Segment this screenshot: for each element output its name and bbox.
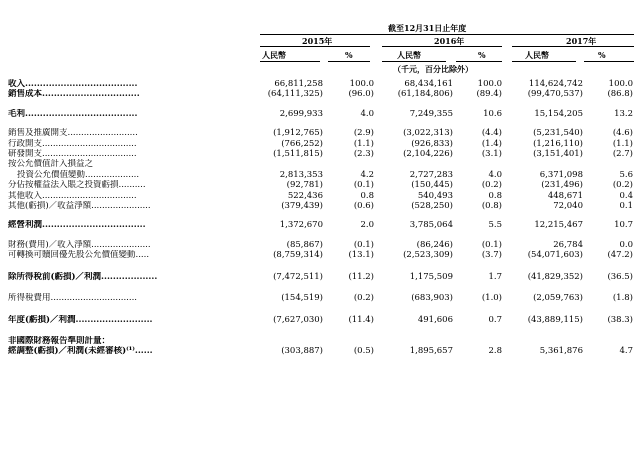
dot-leader: ...................................: [42, 190, 137, 201]
col-rule-pct-2015: [328, 61, 370, 62]
value-2017: 448,671: [547, 190, 583, 201]
dot-leader: ......................: [91, 239, 151, 250]
pct-2017: 4.7: [619, 346, 633, 357]
pct-2017: (47.2): [607, 250, 633, 261]
pct-2016: (1.4): [481, 138, 502, 149]
pct-2015: 4.0: [360, 108, 374, 119]
value-2015: (1,511,815): [273, 149, 323, 160]
col-rule-rmb-2017: [512, 61, 576, 62]
col-rule-rmb-2015: [260, 61, 320, 62]
value-2016: (2,523,309): [403, 250, 453, 261]
value-2017: 15,154,205: [534, 108, 583, 119]
pct-2015: (2.9): [353, 128, 374, 139]
value-2016: (926,833): [411, 138, 453, 149]
value-2015: (92,781): [286, 180, 323, 191]
value-2016: 2,727,283: [409, 169, 453, 180]
dot-leader: ......................: [91, 201, 151, 212]
row-spacer: [8, 211, 633, 220]
dot-leader: ..........: [118, 180, 146, 191]
row-spacer: [8, 100, 633, 109]
row-label: [8, 315, 246, 325]
row-label-text: 分佔按權益法入賬之投資虧損: [8, 180, 119, 191]
row-label: [8, 191, 246, 201]
dot-leader: ..........................: [75, 314, 153, 325]
value-2017: (2,059,763): [533, 293, 583, 304]
dot-leader: ..........................: [67, 128, 138, 139]
table-row: [8, 191, 633, 201]
value-2015: (7,472,511): [273, 271, 323, 282]
pct-2017: [583, 336, 633, 346]
dot-leader: .................................: [42, 89, 140, 100]
value-2016: 68,434,161: [404, 79, 453, 89]
pct-2015: (0.1): [353, 180, 374, 191]
row-label: [8, 293, 246, 303]
value-2015: (154,519): [281, 293, 323, 304]
value-2015: (8,759,314): [273, 250, 323, 261]
row-label: [8, 128, 246, 138]
row-label: [8, 220, 246, 230]
row-label-text: 收入: [8, 79, 26, 89]
pct-2016: (0.2): [481, 180, 502, 191]
pct-2017: (2.7): [612, 149, 633, 160]
table-row: [8, 170, 633, 180]
row-label: [8, 346, 246, 356]
row-label-text: 銷售及推廣開支: [8, 128, 68, 139]
value-2016: (150,445): [411, 180, 453, 191]
value-2017: (43,889,115): [527, 314, 583, 325]
pct-2016: (0.8): [481, 201, 502, 212]
pct-2016: (3.1): [481, 149, 502, 160]
row-label: [8, 180, 246, 190]
pct-2015: [323, 159, 374, 169]
pct-2017: (4.6): [612, 128, 633, 139]
table-row: [8, 315, 633, 325]
pct-2017: (86.8): [607, 89, 633, 100]
value-2015: 522,436: [287, 190, 323, 201]
pct-2016: (0.1): [481, 239, 502, 250]
pct-2015: 0.8: [360, 190, 374, 201]
pct-2017: 0.4: [619, 190, 633, 201]
dot-leader: ...................................: [42, 149, 137, 160]
table-row: [8, 293, 633, 303]
pct-2016: 0.8: [488, 190, 502, 201]
pct-2017: (1.8): [612, 293, 633, 304]
value-2017: (3,151,401): [533, 149, 583, 160]
pct-2016: 2.8: [488, 346, 502, 357]
row-label-text: 可轉換可贖回優先股公允價值變動: [8, 250, 136, 261]
row-label-text: 毛利: [8, 108, 26, 119]
value-2015: (85,867): [286, 239, 323, 250]
pct-2016: (1.0): [481, 293, 502, 304]
pct-2016: [453, 159, 502, 169]
row-label-text: 行政開支: [8, 138, 43, 149]
dot-leader: ................................: [50, 293, 137, 304]
pct-2016: 4.0: [488, 169, 502, 180]
col-pct-2015: %: [345, 50, 353, 60]
row-spacer: [8, 325, 633, 336]
pct-2016: 5.5: [488, 220, 502, 231]
year-rule-2015: [260, 46, 370, 47]
row-label-text: 其他收入: [8, 190, 43, 201]
pct-2017: 13.2: [614, 108, 633, 119]
value-2015: 2,699,933: [279, 108, 323, 119]
pct-2015: (11.2): [348, 271, 374, 282]
year-rule-2017: [512, 46, 634, 47]
value-2016: (528,250): [411, 201, 453, 212]
pct-2015: (96.0): [348, 89, 374, 100]
row-label-text: 所得稅費用: [8, 293, 51, 304]
value-2015: (766,252): [281, 138, 323, 149]
table-row: [8, 220, 633, 230]
value-2016: (2,104,226): [403, 149, 453, 160]
row-label-text: 經營利潤: [8, 220, 43, 231]
col-rmb-2015: 人民幣: [262, 50, 286, 60]
year-2015: 2015年: [302, 36, 333, 46]
year-rule-2016: [382, 46, 502, 47]
pct-2015: (11.4): [348, 314, 374, 325]
value-2015: [246, 159, 323, 169]
pct-2015: (13.1): [348, 250, 374, 261]
table-row: [8, 159, 633, 169]
table-row: [8, 128, 633, 138]
pct-2015: 2.0: [360, 220, 374, 231]
value-2015: [246, 336, 323, 346]
income-statement-table: [8, 79, 633, 357]
pct-2015: (2.3): [353, 149, 374, 160]
row-label-text: 財務(費用)／收入淨額: [8, 239, 92, 250]
row-label: [8, 139, 246, 149]
row-label: [8, 170, 246, 180]
value-2017: 5,361,876: [539, 346, 583, 357]
value-2017: (231,496): [541, 180, 583, 191]
dot-leader: ...................................: [42, 138, 137, 149]
value-2017: 72,040: [553, 201, 583, 212]
col-rmb-2016: 人民幣: [397, 50, 421, 60]
table-row: [8, 79, 633, 89]
table-row: [8, 109, 633, 119]
unit-note: （千元，百分比除外）: [393, 64, 473, 74]
row-label-text: 除所得稅前(虧損)／利潤: [8, 271, 102, 282]
pct-2015: (1.1): [353, 138, 374, 149]
pct-2017: (38.3): [607, 314, 633, 325]
pct-2015: (0.6): [353, 201, 374, 212]
row-label: [8, 201, 246, 211]
pct-2015: 100.0: [349, 79, 374, 89]
value-2015: 1,372,670: [279, 220, 323, 231]
spacer-cell: [8, 211, 633, 220]
value-2017: 26,784: [553, 239, 583, 250]
pct-2017: (36.5): [607, 271, 633, 282]
pct-2017: 0.1: [619, 201, 633, 212]
row-label-text: 投資公允價值變動: [17, 169, 86, 180]
value-2017: [502, 159, 583, 169]
col-pct-2016: %: [478, 50, 486, 60]
col-rule-pct-2017: [584, 61, 634, 62]
col-rule-rmb-2016: [382, 61, 446, 62]
pct-2015: (0.1): [353, 239, 374, 250]
pct-2016: (3.7): [481, 250, 502, 261]
dot-leader: ...................................: [42, 220, 146, 231]
value-2017: 12,215,467: [534, 220, 583, 231]
value-2015: (64,111,325): [267, 89, 323, 100]
table-row: [8, 240, 633, 250]
col-rmb-2017: 人民幣: [525, 50, 549, 60]
value-2016: 540,493: [417, 190, 453, 201]
row-label: [8, 89, 246, 99]
value-2017: [502, 336, 583, 346]
pct-2015: (0.5): [353, 346, 374, 357]
table-row: [8, 336, 633, 346]
pct-2017: 0.0: [619, 239, 633, 250]
value-2016: 491,606: [417, 314, 453, 325]
dot-leader: .....: [135, 250, 150, 261]
pct-2015: [323, 336, 374, 346]
row-label: [8, 159, 246, 169]
value-2017: 6,371,098: [539, 169, 583, 180]
value-2017: (99,470,537): [527, 89, 583, 100]
pct-2017: 10.7: [614, 220, 633, 231]
pct-2016: [453, 336, 502, 346]
row-label: [8, 250, 246, 260]
value-2017: (41,829,352): [527, 271, 583, 282]
value-2015: (7,627,030): [273, 314, 323, 325]
dot-leader: ....................: [85, 169, 140, 180]
row-label: [8, 109, 246, 119]
pct-2016: 10.6: [483, 108, 502, 119]
value-2017: (1,216,110): [533, 138, 583, 149]
table-row: [8, 201, 633, 211]
pct-2016: 100.0: [477, 79, 502, 89]
value-2016: 1,175,509: [409, 271, 453, 282]
pct-2016: (89.4): [476, 89, 502, 100]
table-row: [8, 149, 633, 159]
row-label-text: 其他(虧損)／收益淨額: [8, 201, 92, 212]
value-2017: (54,071,603): [527, 250, 583, 261]
value-2015: (379,439): [281, 201, 323, 212]
period-header: 截至12月31日止年度: [388, 23, 467, 33]
value-2015: 2,813,353: [279, 169, 323, 180]
spacer-cell: [8, 119, 633, 128]
spacer-cell: [8, 282, 633, 293]
table-body: [8, 79, 633, 357]
value-2016: [374, 336, 453, 346]
pct-2017: 100.0: [608, 79, 633, 89]
pct-2016: (4.4): [481, 128, 502, 139]
row-spacer: [8, 261, 633, 272]
row-label-text: 非國際財務報告準則計量：: [8, 335, 111, 346]
table-row: [8, 139, 633, 149]
dot-leader: ...................: [101, 271, 158, 282]
value-2015: 66,811,258: [274, 79, 323, 89]
row-label-text: 經調整(虧損)／利潤(未經審核)⁽¹⁾: [8, 346, 135, 357]
table-row: [8, 272, 633, 282]
dot-leader: ......................................: [25, 79, 138, 89]
value-2016: 7,249,355: [409, 108, 453, 119]
pct-2017: (1.1): [612, 138, 633, 149]
row-label-text: 研發開支: [8, 149, 43, 160]
period-rule: [260, 34, 634, 35]
pct-2015: 4.2: [360, 169, 374, 180]
table-row: [8, 346, 633, 356]
pct-2017: 5.6: [619, 169, 633, 180]
value-2017: 114,624,742: [528, 79, 583, 89]
row-label: [8, 149, 246, 159]
row-label-text: 銷售成本: [8, 89, 43, 100]
row-label: [8, 79, 246, 89]
row-spacer: [8, 231, 633, 240]
row-label-text: 年度(虧損)／利潤: [8, 314, 76, 325]
value-2016: (3,022,313): [403, 128, 453, 139]
spacer-cell: [8, 304, 633, 315]
row-spacer: [8, 119, 633, 128]
year-2016: 2016年: [434, 36, 465, 46]
pct-2017: [583, 159, 633, 169]
row-label: [8, 240, 246, 250]
row-label: [8, 336, 246, 346]
row-spacer: [8, 282, 633, 293]
col-pct-2017: %: [598, 50, 606, 60]
value-2015: (303,887): [281, 346, 323, 357]
value-2015: (1,912,765): [273, 128, 323, 139]
dot-leader: ......: [134, 346, 153, 357]
year-2017: 2017年: [566, 36, 597, 46]
table-row: [8, 250, 633, 260]
row-label-text: 按公允價值計入損益之: [8, 159, 94, 170]
value-2016: (86,246): [416, 239, 453, 250]
row-spacer: [8, 304, 633, 315]
pct-2015: (0.2): [353, 293, 374, 304]
dot-leader: ......................................: [25, 108, 138, 119]
spacer-cell: [8, 325, 633, 336]
col-rule-pct-2016: [456, 61, 502, 62]
spacer-cell: [8, 261, 633, 272]
value-2016: (61,184,806): [397, 89, 453, 100]
pct-2017: (0.2): [612, 180, 633, 191]
pct-2016: 0.7: [488, 314, 502, 325]
value-2016: 3,785,064: [409, 220, 453, 231]
pct-2016: 1.7: [488, 271, 502, 282]
table-row: [8, 180, 633, 190]
table-row: [8, 89, 633, 99]
row-label: [8, 272, 246, 282]
value-2016: (683,903): [411, 293, 453, 304]
spacer-cell: [8, 100, 633, 109]
spacer-cell: [8, 231, 633, 240]
value-2016: [374, 159, 453, 169]
value-2016: 1,895,657: [409, 346, 453, 357]
value-2017: (5,231,540): [533, 128, 583, 139]
